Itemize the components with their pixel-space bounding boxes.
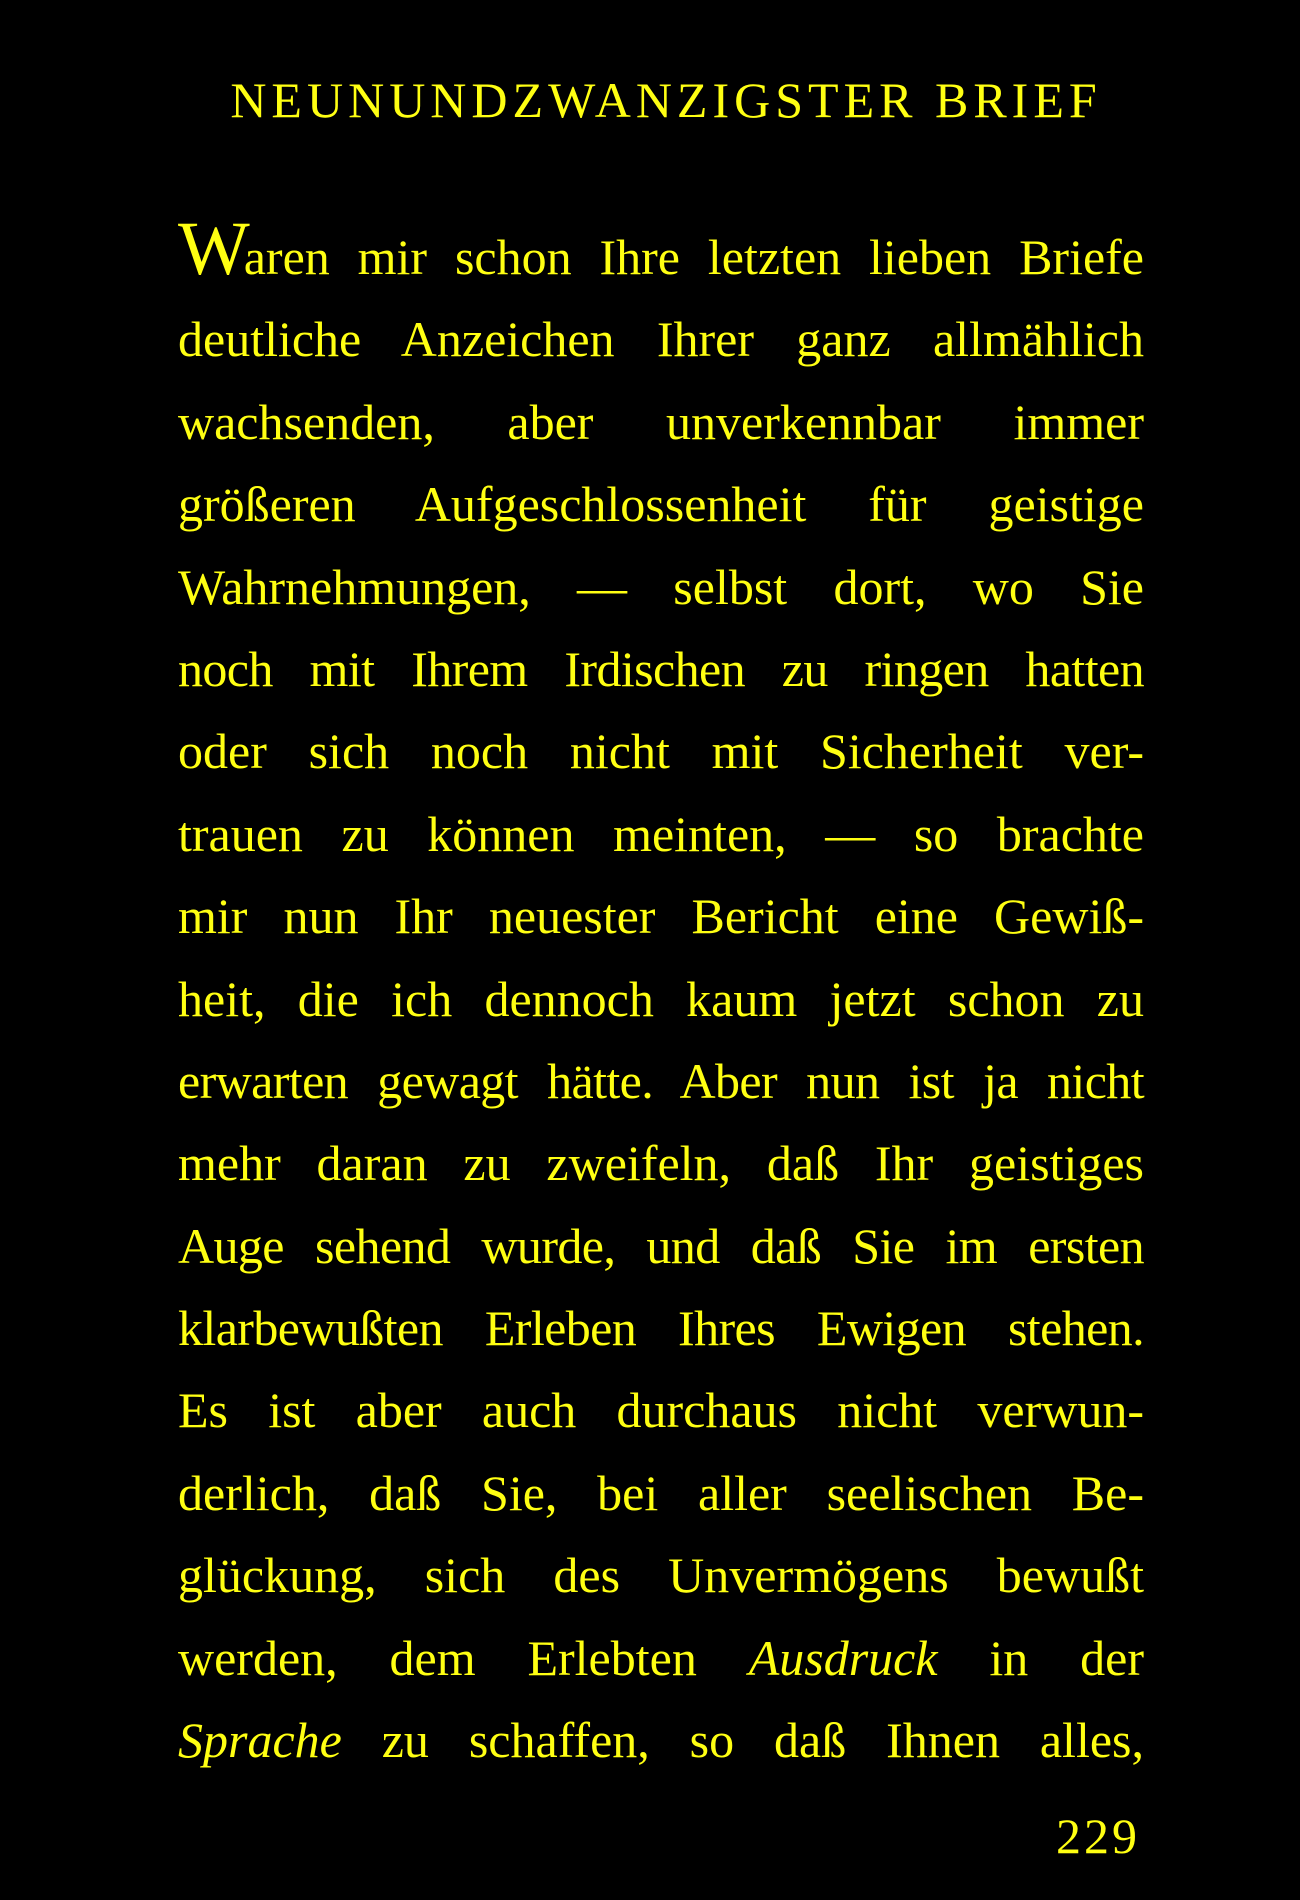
text-line-5: Wahrnehmungen, — selbst dort, wo Sie [178, 558, 1144, 615]
text-line-11: erwarten gewagt hätte. Aber nun ist ja nicht [178, 1052, 1144, 1109]
text-line-15: Es ist aber auch durchaus nicht verwun- [178, 1382, 1144, 1439]
text-line-19 [178, 1699, 1144, 1781]
text-line-2: deutliche Anzeichen Ihrer ganz allmählich [178, 311, 1144, 368]
letter-body [178, 207, 1144, 1781]
text-line-10: heit, die ich dennoch kaum jetzt schon zu [178, 970, 1144, 1027]
text-line-18 [178, 1617, 1144, 1699]
text-line-12: mehr daran zu zweifeln, daß Ihr geistiges [178, 1135, 1144, 1192]
text-line-6: noch mit Ihrem Irdischen zu ringen hatten [178, 640, 1144, 697]
text-line-18-end: in der [937, 1629, 1144, 1686]
text-line-9: mir nun Ihr neuester Bericht eine Gewiß- [178, 888, 1144, 945]
text-line-16: derlich, daß Sie, bei aller seelischen Be- [178, 1464, 1144, 1521]
text-line-19-end: zu schaffen, so daß Ihnen alles, [341, 1712, 1144, 1769]
text-line-1 [178, 207, 1144, 298]
text-line-13: Auge sehend wurde, und daß Sie im ersten [178, 1217, 1144, 1274]
drop-cap: W [178, 207, 250, 291]
text-line-14: klarbewußten Erleben Ihres Ewigen stehen. [178, 1300, 1144, 1357]
chapter-heading: NEUNUNDZWANZIGSTER BRIEF [230, 72, 1102, 128]
text-line-7: oder sich noch nicht mit Sicherheit ver- [178, 723, 1144, 780]
text-line-4: größeren Aufgeschlossenheit für geistige [178, 476, 1144, 533]
emphasis-sprache: Sprache [178, 1712, 342, 1769]
text-line-17: glückung, sich des Unvermögens bewußt [178, 1547, 1144, 1604]
text-line-8: trauen zu können meinten, — so brachte [178, 805, 1144, 862]
emphasis-ausdruck: Ausdruck [748, 1629, 938, 1686]
page-number: 229 [1056, 1808, 1140, 1864]
text-line-1-rest: aren mir schon Ihre letzten lieben Briefe [243, 229, 1144, 285]
text-line-18-start: werden, dem Erlebten [178, 1629, 749, 1686]
text-line-3: wachsenden, aber unverkennbar immer [178, 393, 1144, 450]
